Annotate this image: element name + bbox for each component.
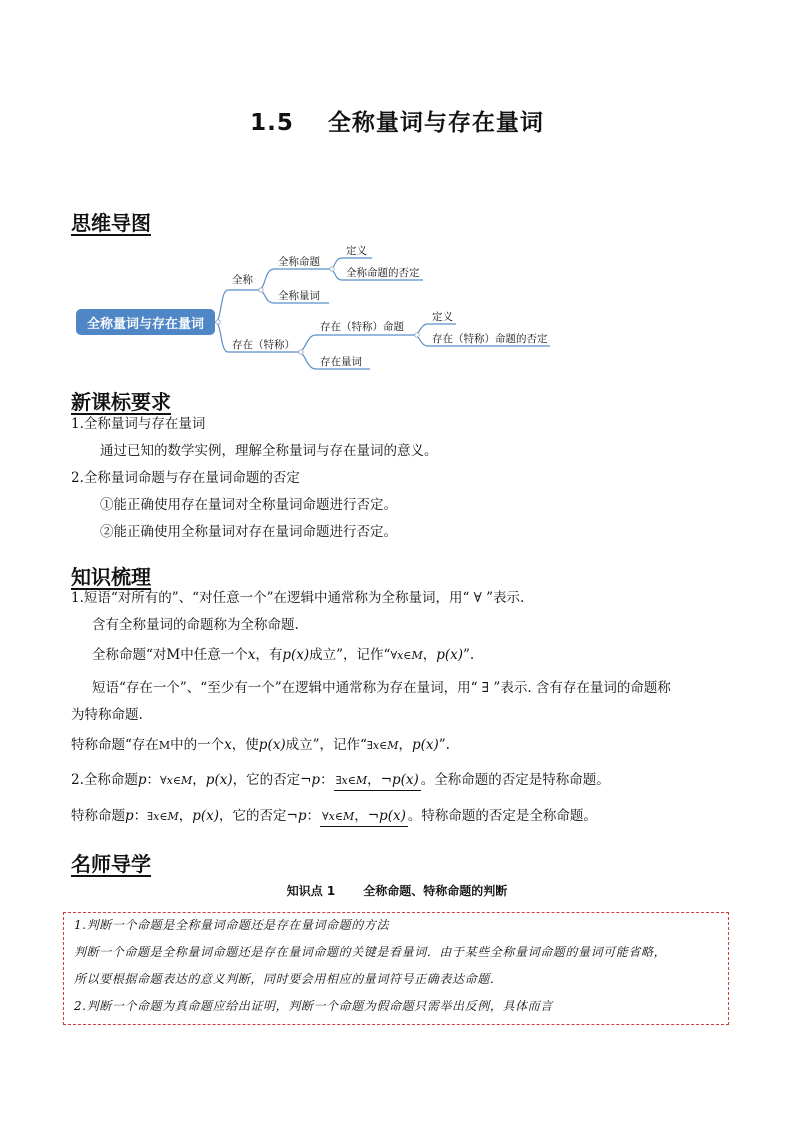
section-head-teacher: 名师导学: [71, 852, 151, 876]
answer-blank-2: ∀x∈M，¬p(x): [320, 807, 408, 827]
standards-line-4: ①能正确使用存在量词对全称量词命题进行否定。: [100, 497, 397, 513]
knowledge-line-3: 全称命题“对M中任意一个x，有p(x)成立”，记作“∀x∈M，p(x)”.: [92, 647, 475, 663]
mindmap-node-all-quant: 全称量词: [278, 290, 320, 302]
mindmap-node-def2: 定义: [432, 311, 453, 323]
knowledge-line-6: 特称命题“存在M中的一个x，使p(x)成立”，记作“∃x∈M，p(x)”.: [71, 737, 450, 753]
mindmap-root: 全称量词与存在量词: [76, 309, 215, 335]
standards-line-1: 1.全称量词与存在量词: [71, 416, 206, 432]
title-number: 1.5: [250, 110, 294, 136]
note-line-2: 判断一个命题是全称量词命题还是存在量词命题的关键是看量词．由于某些全称量词命题的量词可能省略，: [74, 945, 667, 959]
note-line-3: 所以要根据命题表达的意义判断，同时要会用相应的量词符号正确表达命题．: [74, 972, 503, 986]
knowledge-point-title: 知识点 1 全称命题、特称命题的判断: [286, 884, 508, 898]
standards-line-3: 2.全称量词命题与存在量词命题的否定: [71, 470, 300, 486]
knowledge-line-2: 含有全称量词的命题称为全称命题.: [92, 617, 299, 633]
standards-line-5: ②能正确使用全称量词对存在量词命题进行否定。: [100, 524, 397, 540]
knowledge-line-4: 短语“存在一个”、“至少有一个”在逻辑中通常称为存在量词，用“ ∃ ”表示. 含有存在量词的命题称: [92, 680, 671, 696]
mindmap-node-exist-neg: 存在（特称）命题的否定: [432, 333, 548, 345]
knowledge-line-1: 1.短语“对所有的”、“对任意一个”在逻辑中通常称为全称量词，用“ ∀ ”表示.: [71, 590, 525, 606]
note-line-1: 1.判断一个命题是全称量词命题还是存在量词命题的方法: [74, 918, 390, 932]
knowledge-line-5: 为特称命题.: [71, 707, 143, 723]
section-head-knowledge: 知识梳理: [71, 565, 151, 589]
section-head-mindmap: 思维导图: [71, 211, 151, 235]
note-line-4: 2.判断一个命题为真命题应给出证明，判断一个命题为假命题只需举出反例，具体而言: [74, 999, 553, 1013]
mindmap-node-all: 全称: [232, 274, 253, 286]
title-text: 全称量词与存在量词: [327, 110, 544, 136]
mindmap-node-exist-prop: 存在（特称）命题: [320, 321, 404, 333]
knowledge-line-8: 特称命题p：∃x∈M，p(x)，它的否定¬p： ∀x∈M，¬p(x) 。特称命题的否定是全称命题。: [71, 806, 597, 827]
section-head-standards: 新课标要求: [71, 390, 171, 414]
mindmap-node-exist-quant: 存在量词: [320, 356, 362, 368]
mindmap-node-all-neg: 全称命题的否定: [346, 267, 420, 279]
knowledge-line-7: 2.全称命题p：∀x∈M，p(x)，它的否定¬p： ∃x∈M，¬p(x) 。全称命题的否定是特称命题。: [71, 770, 610, 791]
mindmap-node-def1: 定义: [346, 245, 367, 257]
method-note-box: [63, 912, 729, 1025]
standards-line-2: 通过已知的数学实例，理解全称量词与存在量词的意义。: [100, 443, 438, 459]
answer-blank-1: ∃x∈M，¬p(x): [334, 771, 421, 791]
mindmap-node-all-prop: 全称命题: [278, 256, 320, 268]
mindmap-node-exist: 存在（特称）: [232, 339, 295, 351]
